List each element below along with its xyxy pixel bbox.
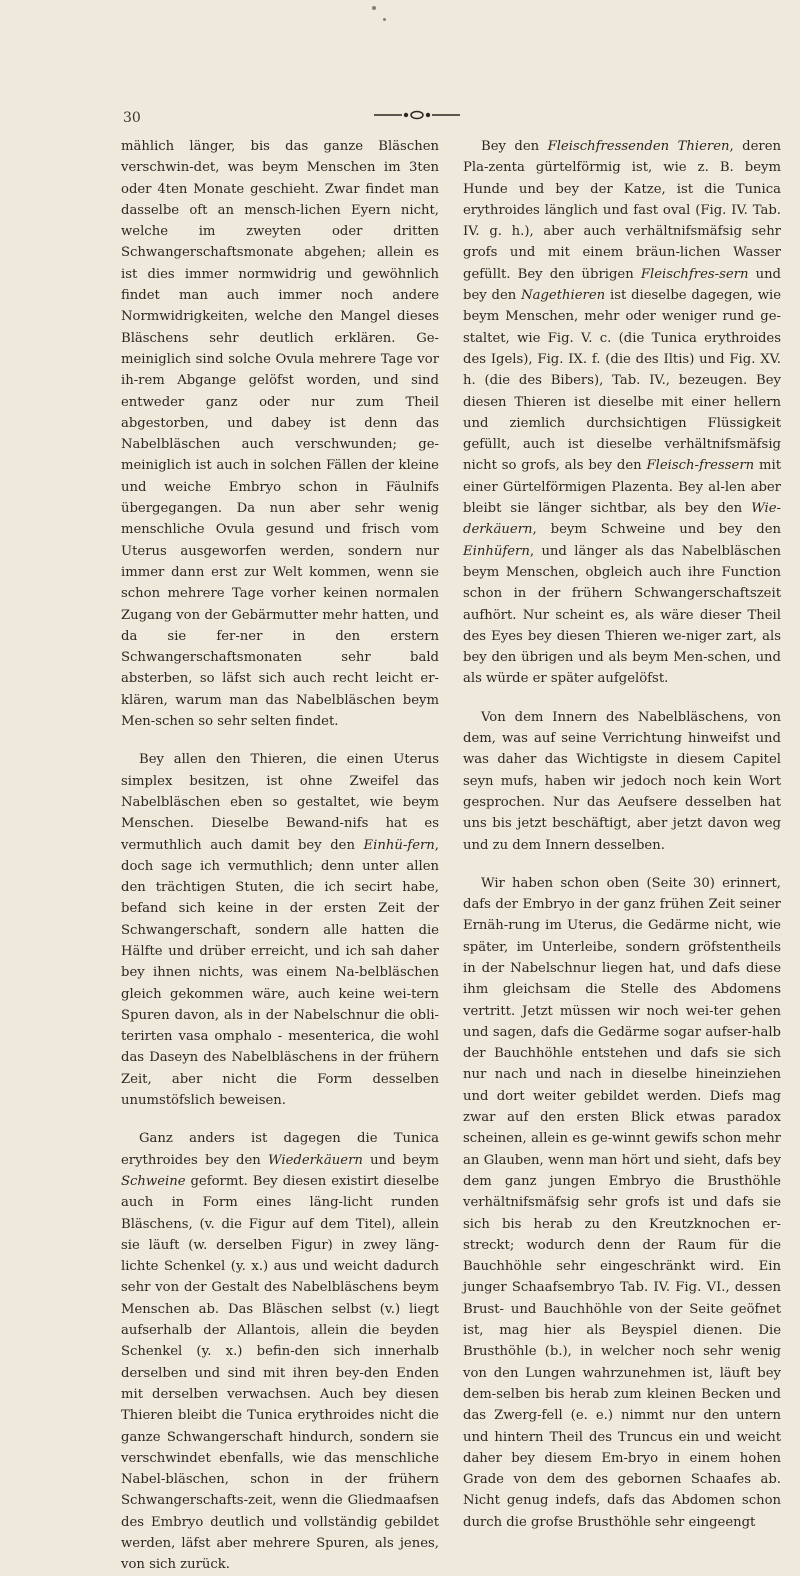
italic-term: Einhü-fern	[363, 837, 435, 853]
text-run: Ganz anders ist dagegen die Tunica erythroides bey den	[121, 1131, 439, 1168]
italic-term: Nagethieren	[521, 288, 606, 304]
paragraph	[121, 1128, 439, 1575]
paragraph	[463, 873, 781, 1533]
paragraph	[463, 707, 781, 856]
text-run: mit einer Gürtelförmigen Plazenta. Bey al-len aber bleibt sie länger sichtbar, als bey den	[463, 458, 781, 517]
paragraph	[121, 136, 439, 732]
right-column	[463, 136, 781, 1533]
italic-term: Schweine	[121, 1173, 186, 1189]
paper-speck	[372, 6, 376, 10]
paragraph	[463, 136, 781, 690]
text-run: Bey den	[481, 139, 548, 154]
text-run: und beym	[362, 1152, 440, 1168]
italic-term: Wiederkäuern	[268, 1152, 363, 1168]
text-run: , beym Schweine und bey den	[532, 522, 781, 538]
italic-term: Fleischfres-sern	[640, 266, 749, 282]
paragraph	[121, 749, 439, 1111]
text-run: mählich länger, bis das ganze Bläschen verschwin-det, was beym Menschen im 3ten oder 4ten Monate geschieht. Zwar findet man dasselbe oft an mensch-lichen Eyern nicht, welche im zweyten oder dritten Schwangerschaftsmonate abgehen; allein es ist dies immer normwidrig und gewöhnlich findet man auch immer noch andere Normwidrigkeiten, welche den Mangel dieses Bläschens sehr deutlich erklären. Ge-meiniglich sind solche Ovula mehrere Tage vor ih-rem Abgange gelöfst worden, und sind entweder ganz oder nur zum Theil abgestorben, und dabey ist denn das Nabelbläschen auch verschwunden; ge-meiniglich ist auch in solchen Fällen der kleine und weiche Embryo schon in Fäulnifs übergegangen. Da nun aber sehr wenig menschliche Ovula gesund und frisch vom Uterus ausgeworfen werden, sondern nur immer dann erst zur Welt kommen, wenn sie schon mehrere Tage vorher keinen normalen Zugang von der Gebärmutter mehr hatten, und da sie fer-ner in den erstern Schwangerschaftsmonaten sehr bald absterben, so läfst sich auch recht leicht er-klären, warum man das Nabelbläschen beym Men-schen so sehr selten findet.	[121, 139, 439, 730]
text-run: , doch sage ich vermuthlich; denn unter allen den trächtigen Stuten, die ich secirt habe, befand sich keine in der ersten Zeit der Schwangerschaft, sondern alle hatten die Hälfte und drüber erreicht, und ich sah daher bey ihnen nichts, was einem Na-belbläschen gleich gekommen wäre, auch keine wei-tern Spuren davon, als in der Nabelschnur die obli-terirten vasa omphalo - mesenterica, die wohl das Daseyn des Nabelbläschens in der frühern Zeit, aber nicht die Form desselben unumstöfslich beweisen.	[121, 837, 439, 1109]
text-run: geformt. Bey diesen existirt dieselbe auch in Form eines läng-licht runden Bläschens, (v. die Figur auf dem Titel), allein sie läuft (w. derselben Figur) in zwey läng-lichte Schenkel (y. x.) aus und weicht dadurch sehr von der Gestalt des Nabelbläschens beym Menschen ab. Das Bläschen selbst (v.) liegt aufserhalb der Allantois, allein die beyden Schenkel (y. x.) befin-den sich innerhalb derselben und sind mit ihren bey-den Enden mit derselben verwachsen. Auch bey diesen Thieren bleibt die Tunica erythroides nicht die ganze Schwangerschaft hindurch, sondern sie verschwindet ebenfalls, wie das menschliche Nabel-bläschen, schon in der frühern Schwangerschafts-zeit, wenn die Gliedmaafsen des Embryo deutlich und vollständig gebildet werden, läfst aber mehrere Spuren, als jenes, von sich zurück.	[121, 1173, 439, 1573]
text-run: , und länger als das Nabelbläschen beym Menschen, obgleich auch ihre Function schon in der frühern Schwangerschaftszeit aufhört. Nur scheint es, als wäre dieser Theil des Eyes bey diesen Thieren we-niger zart, als bey den übrigen und als beym Men-schen, und als würde er später aufgelöfst.	[463, 543, 781, 687]
text-run: Wir haben schon oben (Seite 30) erinnert, dafs der Embryo in der ganz frühen Zeit seiner Ernäh-rung im Uterus, die Gedärme nicht, wie später, im Unterleibe, sondern gröfstentheils in der Nabelschnur liegen hat, und dafs diese ihm gleichsam die Stelle des Abdomens vertritt. Jetzt müssen wir noch wei-ter gehen und sagen, dafs die Gedärme sogar aufser-halb der Bauchhöhle entstehen und dafs sie sich nur nach und nach in dieselbe hineinziehen und dort weiter gebildet werden. Diefs mag zwar auf den ersten Blick etwas paradox scheinen, allein es ge-winnt gewifs schon mehr an Glauben, wenn man hört und sieht, dafs bey dem ganz jungen Embryo die Brusthöhle verhältnifsmäfsig sehr grofs ist und dafs sie sich bis herab zu den Kreutzknochen er-streckt; wodurch denn der Raum für die Bauchhöhle sehr eingeschränkt wird. Ein junger Schaafsembryo Tab. IV. Fig. VI., dessen Brust- und Bauchhöhle von der Seite geöfnet ist, mag hier als Beyspiel dienen. Die Brusthöhle (b.), in welcher noch sehr wenig von den Lungen wahrzunehmen ist, läuft bey dem-selben bis herab zum kleinen Becken und das Zwerg-fell (e. e.) nimmt nur den untern und hintern Theil des Truncus ein und weicht daher bey diesem Em-bryo in einem hohen Grade von dem des gebornen Schaafes ab. Nicht genug indefs, dafs das Abdomen schon durch die grofse Brusthöhle sehr eingeengt	[463, 875, 781, 1530]
header-ornament	[372, 108, 462, 122]
text-run: und bey den	[463, 266, 781, 304]
text-run: Von dem Innern des Nabelbläschens, von dem, was auf seine Verrichtung hinweifst und was daher das Wichtigste in diesem Capitel seyn mufs, haben wir jedoch noch kein Wort gesprochen. Nur das Aeufsere desselben hat uns bis jetzt beschäftigt, aber jetzt davon weg und zu dem Innern desselben.	[463, 709, 781, 853]
text-run: Bey allen den Thieren, die einen Uterus simplex besitzen, ist ohne Zweifel das Nabelbläschen eben so gestaltet, wie beym Menschen. Dieselbe Bewand-nifs hat es vermuthlich auch damit bey den	[121, 752, 439, 853]
italic-term: Wie-derkäuern	[463, 501, 781, 538]
italic-term: Einhüfern	[463, 543, 530, 559]
italic-term: Fleisch-fressern	[646, 458, 755, 474]
text-run: ist dieselbe dagegen, wie beym Menschen, mehr oder weniger rund ge-staltet, wie Fig. V. c. (die Tunica erythroides des Igels), Fig. IX. f. (die des Iltis) und Fig. XV. h. (die des Bibers), Tab. IV., bezeugen. Bey diesen Thieren ist dieselbe mit einer hellern und ziemlich durchsichtigen Flüssigkeit gefüllt, auch ist dieselbe verhältnifsmäfsig nicht so grofs, als bey den	[463, 288, 781, 474]
page-number: 30	[123, 110, 141, 126]
paper-speck	[383, 18, 386, 21]
left-column	[121, 136, 439, 1576]
text-run: , deren Pla-zenta gürtelförmig ist, wie z. B. beym Hunde und bey der Katze, ist die Tunica erythroides länglich und fast oval (Fig. IV. Tab. IV. g. h.), aber auch verhältnifsmäfsig sehr grofs und mit einem bräun-lichen Wasser gefüllt. Bey den übrigen	[463, 139, 781, 282]
italic-term: Fleischfressenden Thieren	[547, 139, 730, 154]
